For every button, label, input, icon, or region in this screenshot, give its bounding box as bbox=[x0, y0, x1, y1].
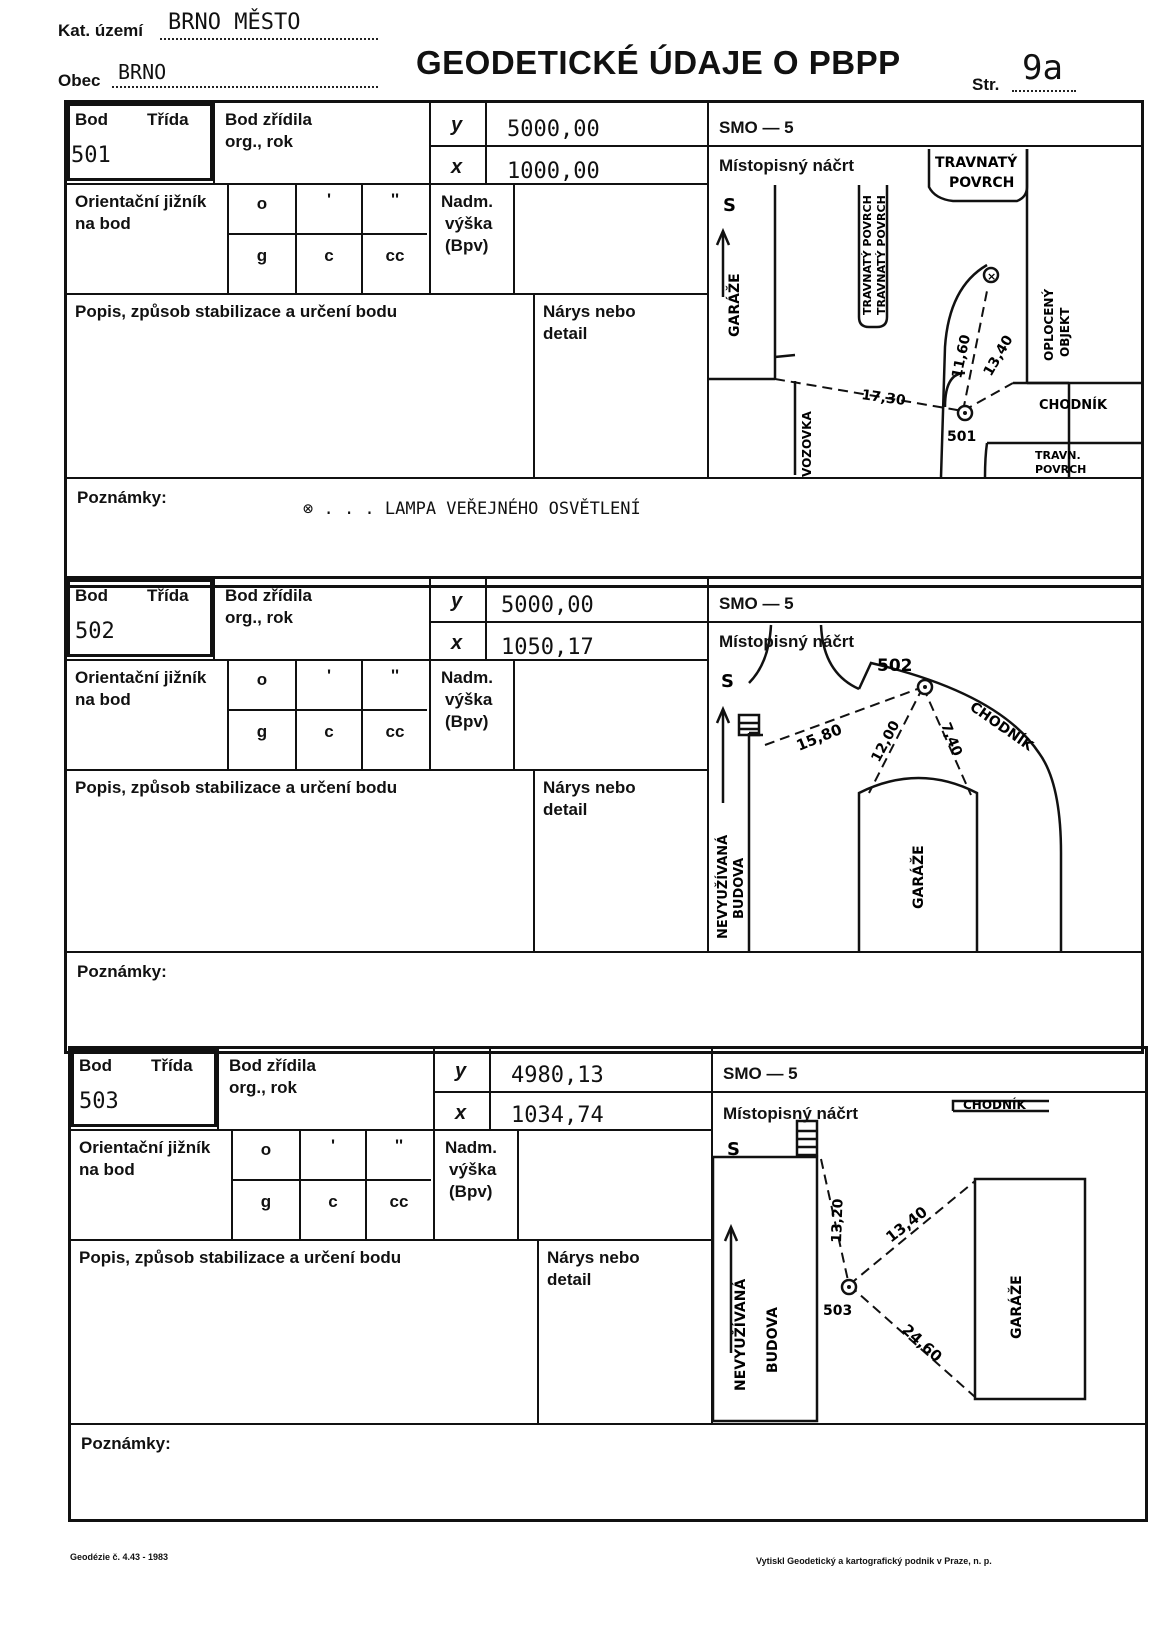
c-label: c bbox=[324, 246, 334, 265]
narys-label-2: detail bbox=[543, 324, 588, 343]
sketch-501 bbox=[709, 147, 1141, 477]
mistopis-label: Místopisný náčrt bbox=[719, 632, 855, 651]
distance-3: 7,40 bbox=[937, 720, 966, 759]
smo-label: SMO — 5 bbox=[723, 1064, 798, 1083]
point-label: 503 bbox=[823, 1303, 853, 1319]
bod-number: 503 bbox=[79, 1089, 119, 1114]
nadm-label: Nadm. bbox=[445, 1138, 497, 1157]
orient-label-2: na bod bbox=[75, 690, 131, 709]
objekt-text: OBJEKT bbox=[1058, 307, 1072, 357]
mistopis-label: Místopisný náčrt bbox=[723, 1104, 859, 1123]
narys-label: Nárys nebo bbox=[543, 778, 636, 797]
point-label: 502 bbox=[877, 656, 913, 676]
min-label: ' bbox=[326, 190, 332, 209]
sketch-502 bbox=[709, 623, 1141, 951]
cc-label: cc bbox=[385, 246, 405, 265]
kat-label: Kat. území bbox=[58, 21, 144, 40]
bod-number: 502 bbox=[75, 619, 115, 644]
narys-label-2: detail bbox=[543, 800, 588, 819]
distance-2: 12,00 bbox=[868, 718, 904, 765]
cc-label: cc bbox=[385, 722, 405, 741]
y-label: y bbox=[451, 590, 463, 612]
grass-text-1: TRAVNATÝ POVRCH bbox=[861, 195, 874, 315]
nevyuzivana-text: NEVYUŽÍVANÁ bbox=[716, 834, 731, 939]
page-title: GEODETICKÉ ÚDAJE O PBPP bbox=[416, 44, 901, 81]
y-label: y bbox=[455, 1060, 467, 1082]
footer-left: Geodézie č. 4.43 - 1983 bbox=[70, 1552, 169, 1562]
point-label: 501 bbox=[947, 429, 977, 445]
str-dotline bbox=[1012, 88, 1076, 92]
zridila-label: Bod zřídila bbox=[229, 1056, 316, 1075]
grass-top-text-2: POVRCH bbox=[949, 175, 1015, 191]
deg-label: o bbox=[256, 194, 268, 213]
garaze-text: GARÁŽE bbox=[727, 273, 743, 337]
poznamky-value: ⊗ . . . LAMPA VEŘEJNÉHO OSVĚTLENÍ bbox=[303, 499, 641, 519]
grass-top-text: TRAVNATÝ bbox=[935, 155, 1018, 171]
min-label: ' bbox=[330, 1136, 336, 1155]
min-label: ' bbox=[326, 666, 332, 685]
org-rok-label: org., rok bbox=[225, 132, 294, 151]
nadm-label: Nadm. bbox=[441, 192, 493, 211]
deg-label: o bbox=[260, 1140, 272, 1159]
org-rok-label: org., rok bbox=[225, 608, 294, 627]
sec-label: '' bbox=[390, 190, 400, 209]
smo-label: SMO — 5 bbox=[719, 118, 794, 137]
distance-1: 15,80 bbox=[793, 720, 845, 755]
nadm-label-3: (Bpv) bbox=[445, 712, 489, 731]
obec-value: BRNO bbox=[118, 60, 167, 84]
distance-3: 24,60 bbox=[898, 1320, 946, 1366]
orient-label: Orientační jižník bbox=[79, 1138, 211, 1157]
travn-text: TRAVN. bbox=[1035, 449, 1081, 462]
nadm-label-2: výška bbox=[445, 690, 493, 709]
nadm-label: Nadm. bbox=[441, 668, 493, 687]
kat-value: BRNO MĚSTO bbox=[168, 10, 301, 35]
distance-3: 13,40 bbox=[980, 332, 1017, 379]
y-value: 4980,13 bbox=[511, 1063, 604, 1088]
north-s: S bbox=[723, 195, 736, 216]
x-value: 1034,74 bbox=[511, 1103, 604, 1128]
chodnik-text: CHODNÍK bbox=[966, 699, 1036, 755]
distance-2: 13,40 bbox=[882, 1202, 931, 1247]
narys-label: Nárys nebo bbox=[547, 1248, 640, 1267]
grass-text-2: TRAVNATÝ POVRCH bbox=[875, 195, 888, 315]
poznamky-label: Poznámky: bbox=[77, 488, 167, 507]
povrch-text: POVRCH bbox=[1035, 463, 1087, 476]
str-value: 9a bbox=[1022, 48, 1063, 88]
obec-dotline bbox=[112, 84, 378, 88]
vozovka-text: VOZOVKA bbox=[800, 411, 814, 477]
g-label: g bbox=[256, 722, 268, 741]
y-label: y bbox=[451, 114, 463, 136]
budova-text: BUDOVA bbox=[765, 1307, 781, 1373]
nevyuzivana-text: NEVYUŽÍVANÁ bbox=[733, 1278, 749, 1391]
chodnik-text: CHODNÍK bbox=[1039, 398, 1108, 413]
smo-label: SMO — 5 bbox=[719, 594, 794, 613]
orient-label-2: na bod bbox=[75, 214, 131, 233]
x-value: 1000,00 bbox=[507, 159, 600, 184]
kat-dotline bbox=[160, 36, 378, 40]
budova-text: BUDOVA bbox=[732, 857, 747, 919]
trida-label: Třída bbox=[151, 1056, 193, 1075]
chodnik-text: CHODNÍK bbox=[963, 1098, 1026, 1112]
x-label: x bbox=[451, 632, 463, 654]
poznamky-label: Poznámky: bbox=[81, 1434, 171, 1453]
orient-label: Orientační jižník bbox=[75, 192, 207, 211]
org-rok-label: org., rok bbox=[229, 1078, 298, 1097]
distance-1: 17,30 bbox=[860, 387, 907, 410]
str-label: Str. bbox=[972, 75, 1000, 94]
orient-label-2: na bod bbox=[79, 1160, 135, 1179]
cc-label: cc bbox=[389, 1192, 409, 1211]
bod-number: 501 bbox=[71, 143, 111, 168]
trida-label: Třída bbox=[147, 110, 189, 129]
popis-label: Popis, způsob stabilizace a určení bodu bbox=[79, 1248, 402, 1267]
garaze-text: GARÁŽE bbox=[911, 845, 927, 909]
oploceny-text: OPLOCENÝ bbox=[1042, 288, 1056, 361]
x-label: x bbox=[455, 1102, 467, 1124]
point-card-3 bbox=[68, 1046, 1148, 1522]
garaze-text: GARÁŽE bbox=[1009, 1275, 1025, 1339]
x-label: x bbox=[451, 156, 463, 178]
distance-2: 11,60 bbox=[949, 333, 975, 380]
mistopis-label: Místopisný náčrt bbox=[719, 156, 855, 175]
popis-label: Popis, způsob stabilizace a určení bodu bbox=[75, 778, 398, 797]
nadm-label-2: výška bbox=[445, 214, 493, 233]
narys-label-2: detail bbox=[547, 1270, 592, 1289]
popis-label: Popis, způsob stabilizace a určení bodu bbox=[75, 302, 398, 321]
sketch-503 bbox=[713, 1093, 1145, 1423]
narys-label: Nárys nebo bbox=[543, 302, 636, 321]
bod-label: Bod bbox=[75, 586, 109, 605]
g-label: g bbox=[256, 246, 268, 265]
distance-1: 13,20 bbox=[829, 1198, 847, 1244]
obec-label: Obec bbox=[58, 71, 101, 90]
poznamky-label: Poznámky: bbox=[77, 962, 167, 981]
north-s: S bbox=[727, 1139, 740, 1160]
sec-label: '' bbox=[390, 666, 400, 685]
trida-label: Třída bbox=[147, 586, 189, 605]
orient-label: Orientační jižník bbox=[75, 668, 207, 687]
footer-right: Vytiskl Geodetický a kartografický podnik v Praze, n. p. bbox=[756, 1556, 992, 1566]
zridila-label: Bod zřídila bbox=[225, 586, 312, 605]
sec-label: '' bbox=[394, 1136, 404, 1155]
north-s: S bbox=[721, 671, 734, 692]
c-label: c bbox=[328, 1192, 338, 1211]
nadm-label-3: (Bpv) bbox=[449, 1182, 493, 1201]
y-value: 5000,00 bbox=[501, 593, 594, 618]
point-card-2 bbox=[64, 576, 1144, 1054]
nadm-label-2: výška bbox=[449, 1160, 497, 1179]
x-value: 1050,17 bbox=[501, 635, 594, 660]
deg-label: o bbox=[256, 670, 268, 689]
svg-text:×: × bbox=[987, 270, 997, 283]
nadm-label-3: (Bpv) bbox=[445, 236, 489, 255]
c-label: c bbox=[324, 722, 334, 741]
g-label: g bbox=[260, 1192, 272, 1211]
point-card-1 bbox=[64, 100, 1144, 588]
zridila-label: Bod zřídila bbox=[225, 110, 312, 129]
bod-label: Bod bbox=[79, 1056, 113, 1075]
bod-label: Bod bbox=[75, 110, 109, 129]
y-value: 5000,00 bbox=[507, 117, 600, 142]
